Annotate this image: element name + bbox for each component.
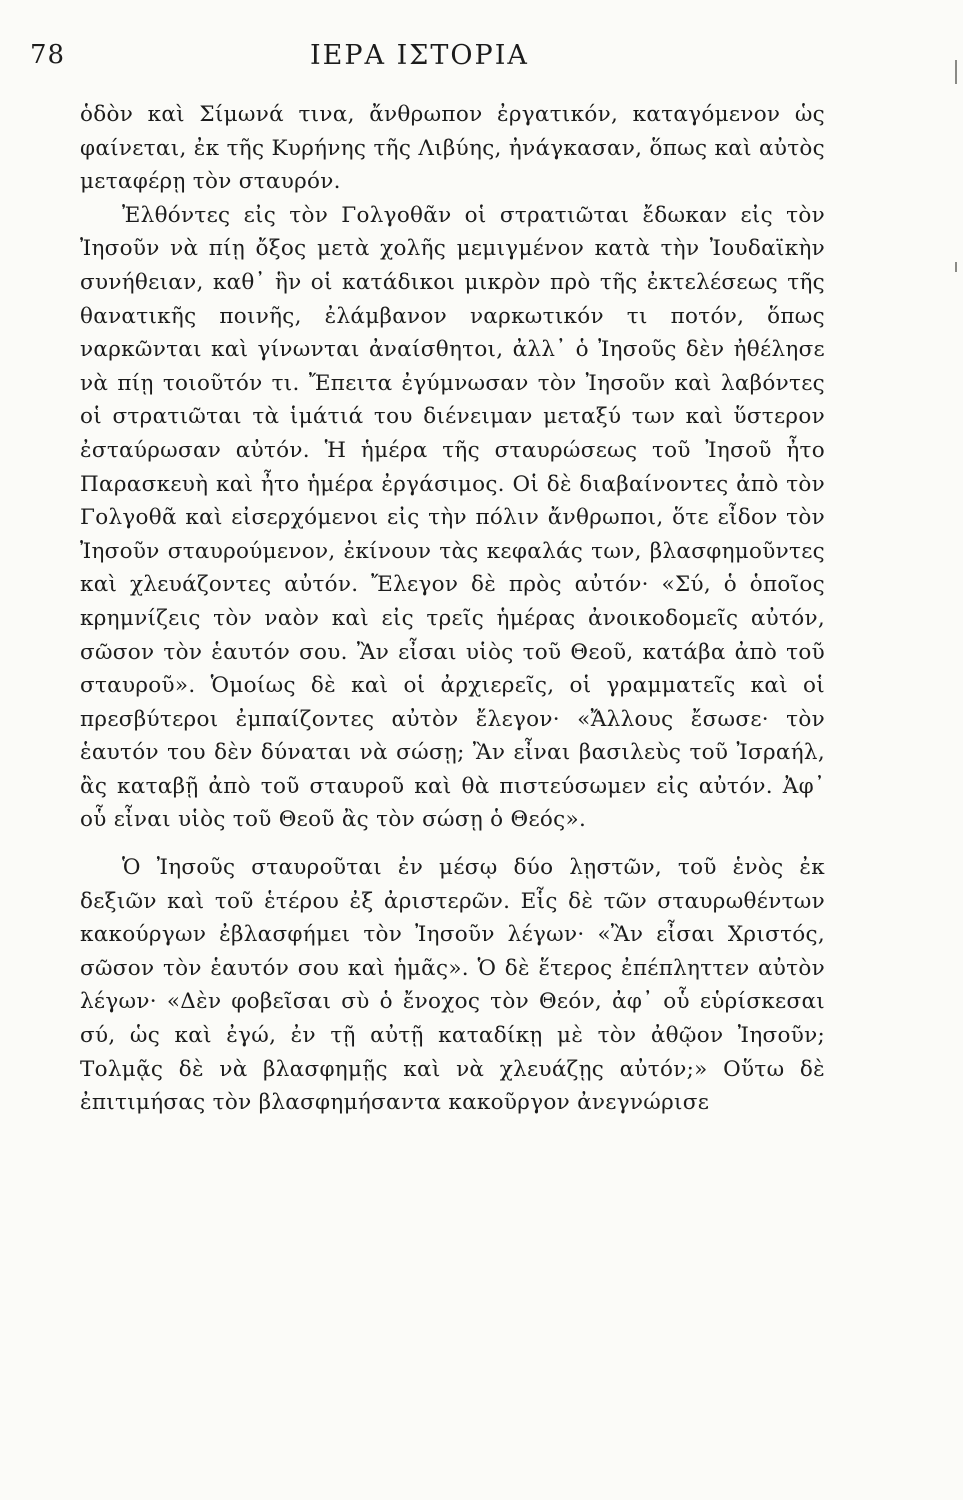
paragraph-golgotha: Ἐλθόντες εἰς τὸν Γολγοθᾶν οἱ στρατιῶται ἔδωκαν εἰς τὸν Ἰησοῦν νὰ πίῃ ὄξος μετὰ χολῆς μεμιγμένον κατὰ τὴν Ἰουδαϊκὴν συνήθειαν, καθ᾽ ἣν οἱ κατάδικοι μικρὸν πρὸ τῆς ἐκτελέσεως τῆς θανατικῆς ποινῆς, ἐλάμβανον ναρκωτικόν τι ποτόν, ὅπως ναρκῶνται καὶ γίνωνται ἀναίσθητοι, ἀλλ᾽ ὁ Ἰησοῦς δὲν ἠθέλησε νὰ πίῃ τοιοῦτόν τι. Ἔπειτα ἐγύμνωσαν τὸν Ἰησοῦν καὶ λαβόντες οἱ στρατιῶται τὰ ἱμάτιά του διένειμαν μεταξύ των καὶ ὕστερον ἐσταύρωσαν αὐτόν. Ἡ ἡμέρα τῆς σταυρώσεως τοῦ Ἰησοῦ ἦτο Παρασκευὴ καὶ ἦτο ἡμέρα ἐργάσιμος. Οἱ δὲ διαβαίνοντες ἀπὸ τὸν Γολγοθᾶ καὶ εἰσερχόμενοι εἰς τὴν πόλιν ἄνθρωποι, ὅτε εἶδον τὸν Ἰησοῦν σταυρούμενον, ἐκίνουν τὰς κεφαλάς των, βλασφημοῦντες καὶ χλευάζοντες αὐτόν. Ἔλεγον δὲ πρὸς αὐτόν· «Σύ, ὁ ὁποῖος κρημνίζεις τὸν ναὸν καὶ εἰς τρεῖς ἡμέρας ἀνοικοδομεῖς αὐτόν, σῶσον τὸν ἑαυτόν σου. Ἂν εἶσαι υἱὸς τοῦ Θεοῦ, κατάβα ἀπὸ τοῦ σταυροῦ». Ὁμοίως δὲ καὶ οἱ ἀρχιερεῖς, οἱ γραμματεῖς καὶ οἱ πρεσβύτεροι ἐμπαίζοντες αὐτὸν ἔλεγον· «Ἄλλους ἔσωσε· τὸν ἑαυτόν του δὲν δύναται νὰ σώσῃ; Ἂν εἶναι βασιλεὺς τοῦ Ἰσραήλ, ἂς καταβῇ ἀπὸ τοῦ σταυροῦ καὶ θὰ πιστεύσωμεν εἰς αὐτόν. Ἀφ᾽ οὗ εἶναι υἱὸς τοῦ Θεοῦ ἂς τὸν σώσῃ ὁ Θεός». (80, 202, 825, 833)
paragraph-two-thieves: Ὁ Ἰησοῦς σταυροῦται ἐν μέσῳ δύο λῃστῶν, τοῦ ἑνὸς ἐκ δεξιῶν καὶ τοῦ ἑτέρου ἐξ ἀριστερῶν. Εἷς δὲ τῶν σταυρωθέντων κακούργων ἐβλασφήμει τὸν Ἰησοῦν λέγων· «Ἂν εἶσαι Χριστός, σῶσον τὸν ἑαυτόν σου καὶ ἡμᾶς». Ὁ δὲ ἕτερος ἐπέπληττεν αὐτὸν λέγων· «Δὲν φοβεῖσαι σὺ ὁ ἔνοχος τὸν Θεόν, ἀφ᾽ οὗ εὑρίσκεσαι σύ, ὡς καὶ ἐγώ, ἐν τῇ αὐτῇ καταδίκῃ μὲ τὸν ἀθῷον Ἰησοῦν; Τολμᾷς δὲ νὰ βλασφημῇς καὶ νὰ χλευάζῃς αὐτόν;» Οὕτω δὲ ἐπιτιμήσας τὸν βλασφημήσαντα κακοῦργον ἀνεγνώρισε (80, 855, 825, 1116)
page-edge-mark (955, 60, 957, 84)
page-edge-mark (955, 262, 957, 272)
page-number: 78 (30, 40, 66, 70)
paragraph-continuation: ὁδὸν καὶ Σίμωνά τινα, ἄνθρωπον ἐργατικόν, καταγόμενον ὡς φαίνεται, ἐκ τῆς Κυρήνης τῆς Λιβύης, ἠνάγκασαν, ὅπως καὶ αὐτὸς μεταφέρῃ τὸν σταυρόν. (80, 102, 825, 195)
running-title: ΙΕΡΑ ΙΣΤΟΡΙΑ (310, 40, 529, 71)
body-text (80, 98, 825, 1120)
